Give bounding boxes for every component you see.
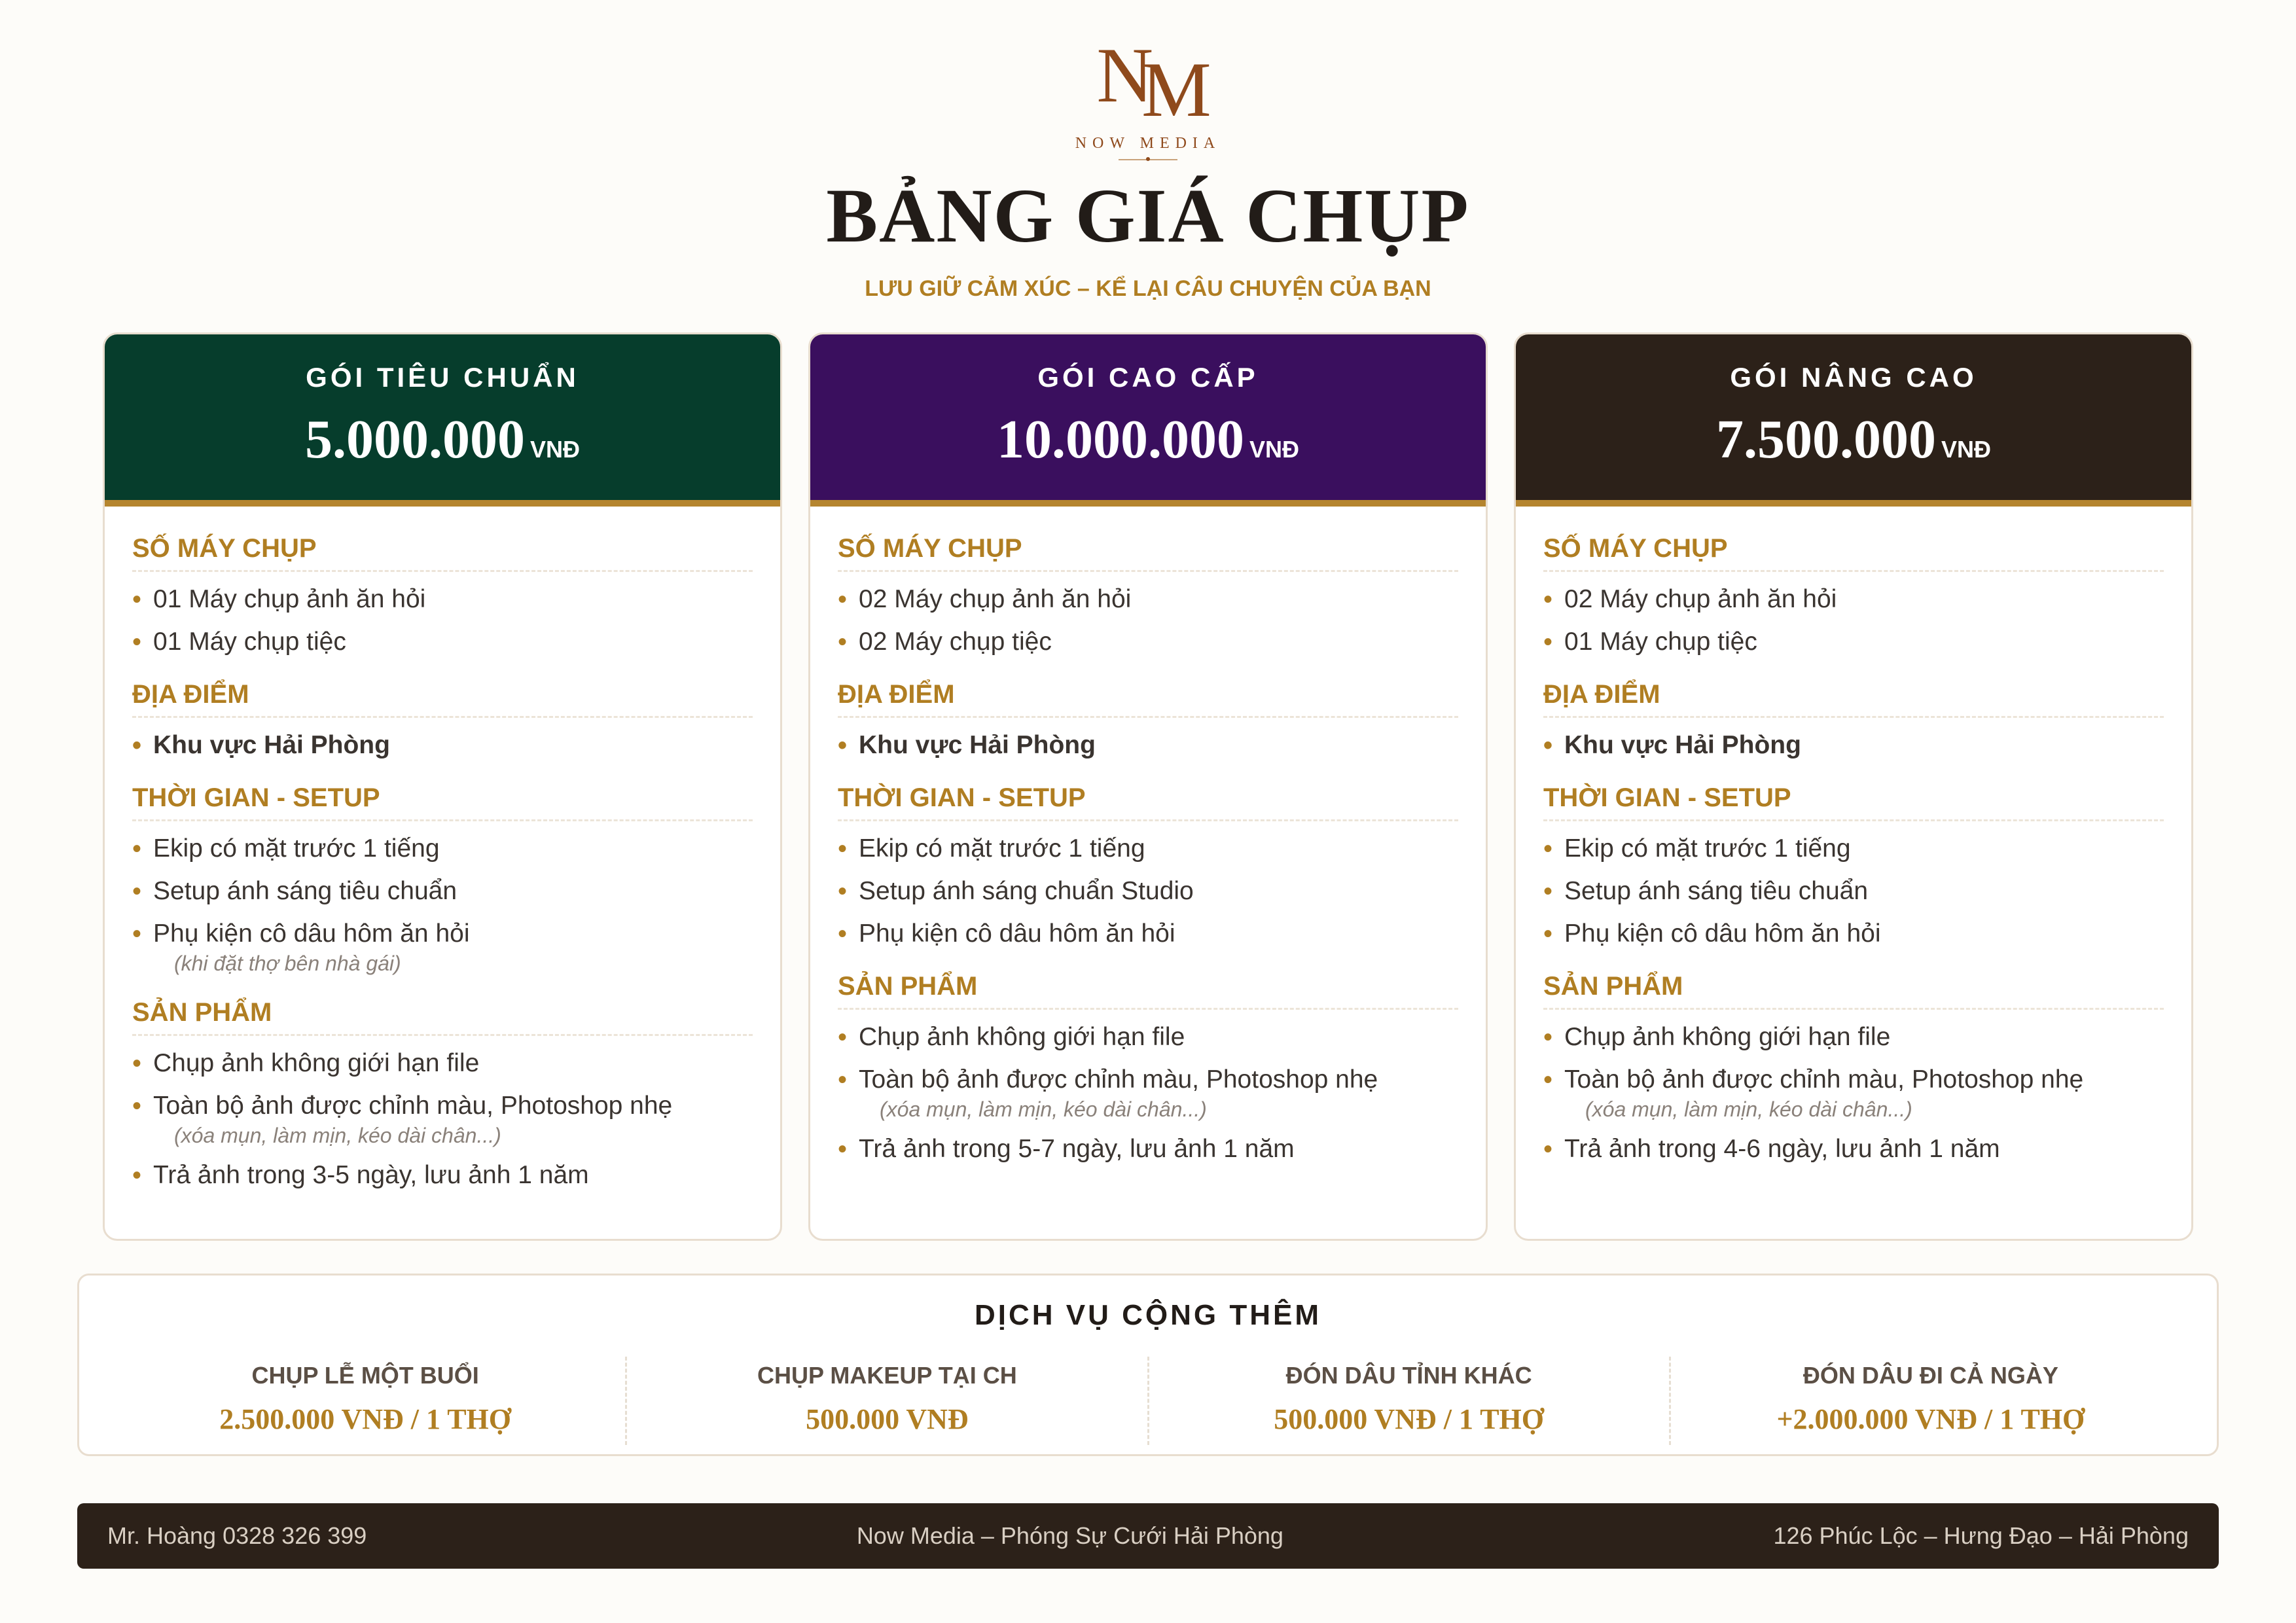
list-item: • Khu vực Hải Phòng (132, 730, 753, 761)
section-title-location: ĐỊA ĐIỂM (838, 680, 1458, 718)
list-item: • Phụ kiện cô dâu hôm ăn hỏi (132, 918, 753, 950)
price-currency: VNĐ (529, 436, 580, 463)
package-header (105, 334, 780, 507)
package-details (810, 507, 1486, 1165)
list-item: • Chụp ảnh không giới hạn file (132, 1048, 753, 1079)
package-details (105, 507, 780, 1191)
package-card-advanced (1514, 332, 2193, 1241)
monogram-mark (0, 33, 2296, 132)
list-item: • 01 Máy chụp ảnh ăn hỏi (132, 584, 753, 615)
product-list-cont (1543, 1133, 2164, 1165)
addon-item (105, 1357, 627, 1445)
price-currency: VNĐ (1249, 436, 1299, 463)
list-item: • Chụp ảnh không giới hạn file (1543, 1022, 2164, 1053)
list-item: • Ekip có mặt trước 1 tiếng (132, 833, 753, 865)
list-item: • Phụ kiện cô dâu hôm ăn hỏi (838, 918, 1458, 950)
section-title-cameras: SỐ MÁY CHỤP (132, 534, 753, 572)
price-amount: 7.500.000 (1715, 409, 1936, 470)
section-title-product: SẢN PHẨM (132, 998, 753, 1036)
list-item: • 02 Máy chụp tiệc (838, 626, 1458, 658)
addon-price: 500.000 VNĐ / 1 THỢ (1274, 1403, 1544, 1435)
list-item: • Setup ánh sáng tiêu chuẩn (132, 876, 753, 907)
location-list (1543, 730, 2164, 761)
product-note: (xóa mụn, làm mịn, kéo dài chân...) (880, 1097, 1207, 1121)
section-title-setup: THỜI GIAN - SETUP (132, 783, 753, 821)
package-name: GÓI CAO CẤP (1037, 362, 1259, 393)
setup-list (1543, 833, 2164, 950)
package-price (105, 410, 780, 479)
addon-name: CHỤP MAKEUP TẠI CH (757, 1362, 1017, 1389)
price-currency: VNĐ (1941, 436, 1991, 463)
list-item: • Khu vực Hải Phòng (838, 730, 1458, 761)
addon-item (1671, 1357, 2191, 1445)
camera-list (1543, 584, 2164, 658)
package-name: GÓI TIÊU CHUẨN (306, 362, 579, 393)
section-title-location: ĐỊA ĐIỂM (1543, 680, 2164, 718)
section-title-setup: THỜI GIAN - SETUP (838, 783, 1458, 821)
package-header (810, 334, 1486, 507)
package-price (1516, 410, 2191, 479)
addons-title: DỊCH VỤ CỘNG THÊM (975, 1299, 1321, 1331)
camera-list (838, 584, 1458, 658)
monogram-m: M (1141, 46, 1200, 133)
addon-price: 2.500.000 VNĐ / 1 THỢ (219, 1403, 511, 1435)
list-item: • Toàn bộ ảnh được chỉnh màu, Photoshop nhẹ (1543, 1064, 2164, 1096)
list-item: • Trả ảnh trong 4-6 ngày, lưu ảnh 1 năm (1543, 1133, 2164, 1165)
addon-price: +2.000.000 VNĐ / 1 THỢ (1776, 1403, 2085, 1435)
addon-price: 500.000 VNĐ (806, 1403, 969, 1435)
setup-list (838, 833, 1458, 950)
product-list-cont (132, 1160, 753, 1191)
list-item: • Ekip có mặt trước 1 tiếng (838, 833, 1458, 865)
list-item: • 01 Máy chụp tiệc (132, 626, 753, 658)
footer-bar (77, 1503, 2219, 1569)
product-note: (xóa mụn, làm mịn, kéo dài chân...) (174, 1124, 501, 1147)
package-price (810, 410, 1486, 479)
product-list (132, 1048, 753, 1122)
addon-name: CHỤP LỄ MỘT BUỔI (251, 1362, 479, 1389)
brand-name: NOW MEDIA (1075, 135, 1221, 152)
package-card-premium (808, 332, 1488, 1241)
list-item: • Phụ kiện cô dâu hôm ăn hỏi (1543, 918, 2164, 950)
list-item: • Trả ảnh trong 5-7 ngày, lưu ảnh 1 năm (838, 1133, 1458, 1165)
list-item: • Setup ánh sáng tiêu chuẩn (1543, 876, 2164, 907)
list-item: • 01 Máy chụp tiệc (1543, 626, 2164, 658)
location-list (132, 730, 753, 761)
package-name: GÓI NÂNG CAO (1730, 362, 1977, 393)
setup-note: (khi đặt thợ bên nhà gái) (174, 952, 401, 975)
list-item: • Chụp ảnh không giới hạn file (838, 1022, 1458, 1053)
list-item: • Ekip có mặt trước 1 tiếng (1543, 833, 2164, 865)
brand-logo (0, 33, 2296, 160)
footer-address: 126 Phúc Lộc – Hưng Đạo – Hải Phòng (1773, 1522, 2189, 1549)
list-item: • 02 Máy chụp ảnh ăn hỏi (838, 584, 1458, 615)
logo-divider (1119, 159, 1177, 160)
list-item: • Setup ánh sáng chuẩn Studio (838, 876, 1458, 907)
list-item: • Trả ảnh trong 3-5 ngày, lưu ảnh 1 năm (132, 1160, 753, 1191)
section-title-cameras: SỐ MÁY CHỤP (838, 534, 1458, 572)
package-card-standard (103, 332, 782, 1241)
section-title-setup: THỜI GIAN - SETUP (1543, 783, 2164, 821)
list-item: • Toàn bộ ảnh được chỉnh màu, Photoshop nhẹ (132, 1090, 753, 1122)
list-item: • 02 Máy chụp ảnh ăn hỏi (1543, 584, 2164, 615)
product-list (838, 1022, 1458, 1096)
section-title-cameras: SỐ MÁY CHỤP (1543, 534, 2164, 572)
footer-contact: Mr. Hoàng 0328 326 399 (107, 1522, 367, 1549)
monogram-n: N (1096, 31, 1141, 118)
setup-list (132, 833, 753, 950)
section-title-product: SẢN PHẨM (1543, 972, 2164, 1010)
page-subtitle: LƯU GIỮ CẢM XÚC – KỂ LẠI CÂU CHUYỆN CỦA BẠN (865, 276, 1431, 301)
addon-list (79, 1357, 2217, 1445)
product-list (1543, 1022, 2164, 1096)
addon-item (627, 1357, 1149, 1445)
addon-name: ĐÓN DÂU TỈNH KHÁC (1285, 1362, 1532, 1389)
location-list (838, 730, 1458, 761)
price-amount: 10.000.000 (996, 409, 1244, 470)
product-note: (xóa mụn, làm mịn, kéo dài chân...) (1585, 1097, 1912, 1121)
addon-name: ĐÓN DÂU ĐI CẢ NGÀY (1803, 1362, 2058, 1389)
addon-services-panel (77, 1274, 2219, 1456)
page-title: BẢNG GIÁ CHỤP (826, 173, 1470, 259)
price-amount: 5.000.000 (304, 409, 525, 470)
product-list-cont (838, 1133, 1458, 1165)
footer-company: Now Media – Phóng Sự Cưới Hải Phòng (856, 1522, 1283, 1549)
section-title-location: ĐỊA ĐIỂM (132, 680, 753, 718)
package-header (1516, 334, 2191, 507)
list-item: • Khu vực Hải Phòng (1543, 730, 2164, 761)
addon-item (1149, 1357, 1671, 1445)
section-title-product: SẢN PHẨM (838, 972, 1458, 1010)
camera-list (132, 584, 753, 658)
package-details (1516, 507, 2191, 1165)
list-item: • Toàn bộ ảnh được chỉnh màu, Photoshop nhẹ (838, 1064, 1458, 1096)
